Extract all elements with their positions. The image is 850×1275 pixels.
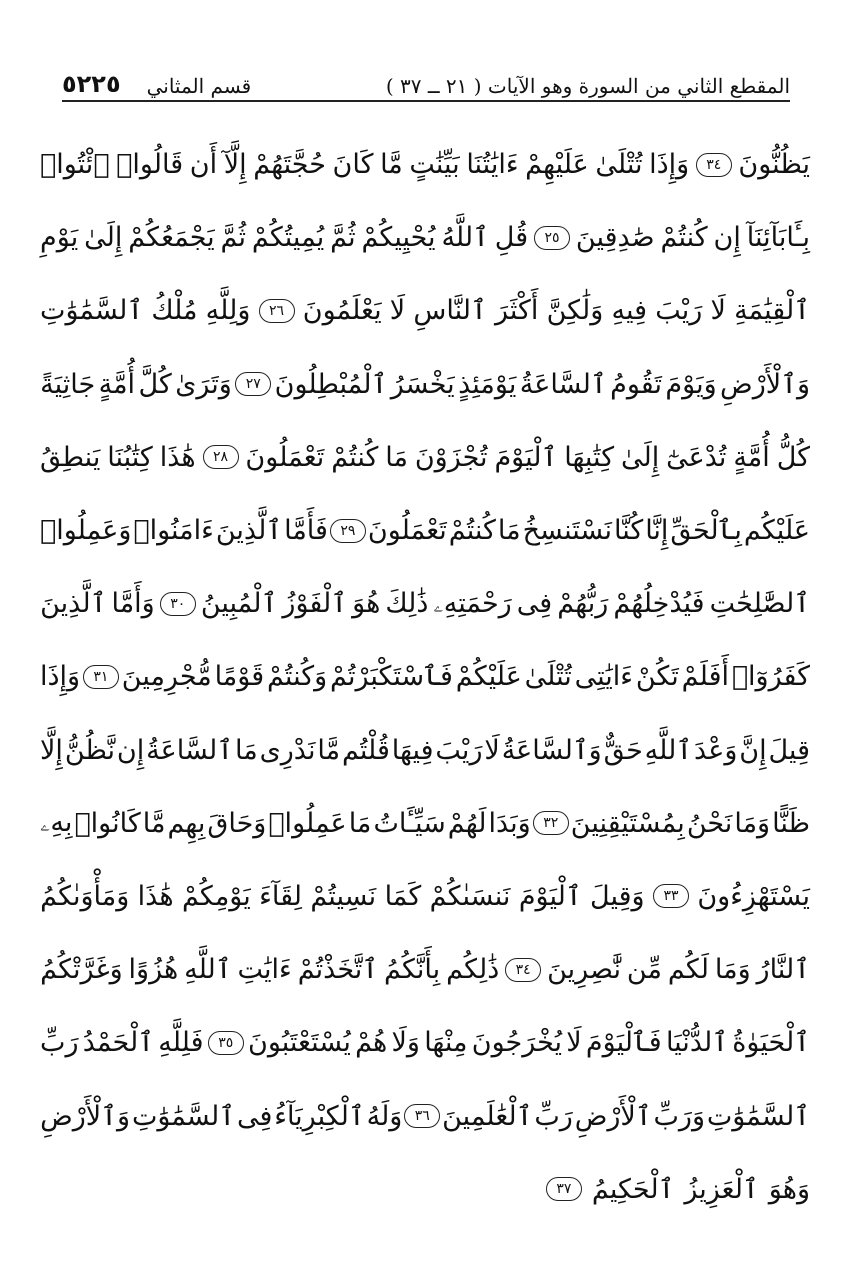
- verse-word: إِلَّا: [40, 734, 63, 766]
- verse-word: كُنتُمْ: [660, 222, 708, 254]
- verse-word: أُمَّةٍ: [98, 368, 136, 400]
- verse-word: ٱلْقِيَٰمَةِ: [734, 295, 810, 327]
- verse-word: عَلَيْكُمْ: [455, 661, 522, 693]
- verse-word: قَوْمًا: [214, 661, 265, 693]
- verse-word: قَالُوا۟: [116, 149, 184, 181]
- verse-word: أُمَّةٍ: [733, 441, 770, 473]
- verse-number-marker: ٣٦: [404, 1104, 440, 1128]
- verse-word: يَوْمِكُمْ: [181, 880, 251, 912]
- verse-word: بِهِم: [167, 807, 206, 839]
- verse-word: أَفَلَمْ: [681, 661, 729, 693]
- text-line: [40, 348, 810, 421]
- verse-word: وَقِيلَ: [590, 880, 645, 912]
- verse-word: تَعْمَلُونَ: [245, 441, 325, 473]
- verse-number-marker: ٢٩: [330, 519, 366, 543]
- verse-word: وَمَا: [734, 807, 771, 839]
- verse-word: هُمْ: [355, 1027, 388, 1059]
- verse-word: سَيِّـَٔاتُ: [373, 807, 446, 839]
- verse-number-marker: ٣٤: [696, 153, 732, 177]
- verse-word: ٱئْتُوا۟: [40, 149, 110, 181]
- text-line: [40, 274, 810, 347]
- verse-word: وَأَمَّا: [111, 588, 155, 620]
- verse-word: لَا: [484, 734, 500, 766]
- verse-word: كَانُوا۟: [74, 807, 141, 839]
- verse-word: رَبِّ: [40, 1027, 79, 1059]
- verse-word: بِمُسْتَيْقِنِينَ: [570, 807, 685, 839]
- verse-word: يَوْمَئِذٍ: [458, 368, 517, 400]
- verse-word: لَكُم: [667, 954, 709, 986]
- verse-word: وَلَا: [391, 1027, 420, 1059]
- verse-word: رَبِّ: [534, 1100, 573, 1132]
- verse-word: ثُمَّ: [220, 222, 247, 254]
- verse-word: وَرَبِّ: [653, 1100, 705, 1132]
- verse-word: كَمَا: [384, 880, 422, 912]
- verse-word: رَبُّهُمْ: [557, 588, 609, 620]
- page-header: [62, 50, 790, 98]
- verse-word: ٱلْحَكِيمُ: [591, 1173, 675, 1205]
- verse-word: يَخْسَرُ: [390, 368, 455, 400]
- verse-word: ٱلصَّٰلِحَٰتِ: [709, 588, 810, 620]
- verse-number-marker: ٢٧: [235, 372, 271, 396]
- verse-word: رَيْبَ: [435, 734, 483, 766]
- verse-word: يَظُنُّونَ: [738, 149, 810, 181]
- verse-word: ٱلنَّارُ: [756, 954, 810, 986]
- verse-word: إِلَىٰ: [84, 222, 123, 254]
- verse-word: إِلَّآ: [223, 149, 247, 181]
- verse-word: نَحْنُ: [686, 807, 733, 839]
- verse-word: تُجْزَوْنَ: [414, 441, 488, 473]
- verse-word: وَٱلْأَرْضِ: [40, 1100, 131, 1132]
- verse-word: جَاثِيَةً: [40, 368, 96, 400]
- verse-word: ءَايَٰتُنَا: [466, 149, 519, 181]
- verse-word: ٱلسَّمَٰوَٰتِ: [40, 295, 144, 327]
- verse-word: ٱللَّهِ: [644, 734, 693, 766]
- verse-word: قُلِ: [494, 222, 529, 254]
- verse-word: لَا: [389, 295, 406, 327]
- verse-word: حَقٌّ: [603, 734, 643, 766]
- verse-word: وَمَأْوَىٰكُمُ: [40, 880, 130, 912]
- verse-number-marker: ٣٠: [160, 592, 196, 616]
- verse-word: ٱلْحَيَوٰةُ: [732, 1027, 810, 1059]
- verse-word: نَّٰصِرِينَ: [547, 954, 621, 986]
- verse-word: وَتَرَىٰ: [175, 368, 232, 400]
- verse-word: ٱلْأَرْضِ: [574, 1100, 652, 1132]
- header-left-group: [62, 70, 251, 98]
- verse-word: ٱلْمُبْطِلُونَ: [274, 368, 388, 400]
- verse-word: كَانَ: [332, 149, 374, 181]
- verse-word: عَمِلُوا۟: [268, 807, 347, 839]
- text-line: [40, 1153, 810, 1226]
- verse-word: إِنَّ: [739, 734, 767, 766]
- verse-word: إِنَّا: [645, 515, 669, 547]
- verse-word: قُلْتُم: [341, 734, 390, 766]
- verse-word: يُخْرَجُونَ: [471, 1027, 563, 1059]
- verse-word: صَٰدِقِينَ: [575, 222, 655, 254]
- verse-word: إِن: [713, 222, 741, 254]
- verse-word: وَعَمِلُوا۟: [40, 515, 132, 547]
- text-line: [40, 860, 810, 933]
- verse-word: ءَامَنُوا۟: [133, 515, 214, 547]
- page-number: ٥٢٢٥: [62, 70, 121, 98]
- verse-word: مِّن: [626, 954, 662, 986]
- verse-word: وَغَرَّتْكُمُ: [40, 954, 123, 986]
- verse-word: كُلَّ: [138, 368, 172, 400]
- verse-word: كُلُّ: [776, 441, 810, 473]
- verse-word: نَدْرِى: [259, 734, 316, 766]
- verse-word: فَلِلَّهِ: [158, 1027, 204, 1059]
- verse-number-marker: ٢٦: [259, 299, 295, 323]
- verse-word: تَعْمَلُونَ: [367, 515, 447, 547]
- verse-word: نَّظُنُّ: [64, 734, 116, 766]
- verse-word: بِٱلْحَقِّ: [670, 515, 742, 547]
- verse-word: بَيِّنَٰتٍ: [409, 149, 460, 181]
- verse-word: تُدْعَىٰٓ: [666, 441, 727, 473]
- verse-word: وَٱلسَّاعَةُ: [501, 734, 602, 766]
- verse-word: رَحْمَتِهِۦ: [433, 587, 512, 619]
- verse-number-marker: ٣٣: [653, 884, 689, 908]
- verse-word: ٱلْيَوْمَ: [494, 441, 558, 473]
- verse-word: ٱلسَّمَٰوَٰتِ: [706, 1100, 810, 1132]
- verse-word: فِى: [516, 588, 553, 620]
- verse-word: ظَنًّا: [772, 807, 810, 839]
- verse-word: فِيهِ: [611, 295, 648, 327]
- text-line: [40, 421, 810, 494]
- verse-word: ٱلسَّاعَةُ: [519, 368, 607, 400]
- verse-word: وَحَاقَ: [207, 807, 267, 839]
- verse-word: ٱلْعَزِيزُ: [684, 1173, 759, 1205]
- verse-word: رَيْبَ: [655, 295, 703, 327]
- verse-word: وَلَهُ: [366, 1100, 403, 1132]
- text-line: [40, 714, 810, 787]
- verse-word: كُنتُمْ: [331, 441, 379, 473]
- verse-word: كُنتُمْ: [448, 515, 496, 547]
- verse-word: أَكْثَرَ: [494, 295, 539, 327]
- verse-word: هَٰذَا: [159, 441, 196, 473]
- verse-word: ءَايَٰتِ: [237, 954, 292, 986]
- verse-word: فَٱسْتَكْبَرْتُمْ: [329, 661, 453, 693]
- verse-word: كِتَٰبُنَا: [107, 441, 153, 473]
- verse-word: يَعْلَمُونَ: [302, 295, 382, 327]
- verse-word: وَلَٰكِنَّ: [546, 295, 604, 327]
- verse-word: بِهِۦ: [40, 807, 73, 839]
- verse-word: وَكُنتُمْ: [266, 661, 328, 693]
- verse-word: فِيهَا: [391, 734, 434, 766]
- verse-word: مُلْكُ: [151, 295, 198, 327]
- verse-word: نَنسَىٰكُمْ: [429, 880, 511, 912]
- verse-word: عَلَيْهِمْ: [525, 149, 589, 181]
- verse-word: مَا: [385, 441, 408, 473]
- verse-word: مَا: [497, 515, 521, 547]
- verse-word: ٱلَّذِينَ: [40, 588, 107, 620]
- verse-word: وَإِذَا: [40, 661, 81, 693]
- verse-word: بِأَنَّكُمُ: [384, 954, 441, 986]
- verse-word: مَّا: [317, 734, 341, 766]
- text-line: [40, 640, 810, 713]
- verse-word: مَا: [235, 734, 258, 766]
- verse-word: لِقَآءَ: [259, 880, 302, 912]
- verse-word: إِلَىٰ: [620, 441, 660, 473]
- text-line: [40, 1006, 810, 1079]
- verse-word: ٱلسَّمَٰوَٰتِ: [131, 1100, 236, 1132]
- verse-number-marker: ٣٥: [208, 1031, 244, 1055]
- verse-word: ٱلَّذِينَ: [215, 515, 283, 547]
- verse-word: أَن: [189, 149, 218, 181]
- verse-word: وَٱلْأَرْضِ: [720, 368, 810, 400]
- verse-word: فِى: [236, 1100, 273, 1132]
- text-line: [40, 128, 810, 201]
- running-title: المقطع الثاني من السورة وهو الآيات ( ٢١ ــ ٣٧ ): [385, 74, 790, 98]
- verse-word: لَهُمْ: [447, 807, 487, 839]
- verse-word: لَا: [566, 1027, 582, 1059]
- verse-word: ٱلسَّاعَةُ: [146, 734, 234, 766]
- text-line: [40, 494, 810, 567]
- verse-word: مَّا: [142, 807, 166, 839]
- verse-word: وَعْدَ: [694, 734, 738, 766]
- verse-number-marker: ٣٢: [533, 811, 569, 835]
- verse-word: يَسْتَهْزِءُونَ: [697, 880, 810, 912]
- verse-word: ٱلدُّنْيَا: [665, 1027, 729, 1059]
- verse-word: تُتْلَىٰ: [524, 661, 572, 693]
- verse-word: ٱلْيَوْمَ: [518, 880, 582, 912]
- verse-word: هَٰذَا: [137, 880, 174, 912]
- verse-word: ءَايَٰتِى: [574, 661, 633, 693]
- verse-word: مُّجْرِمِينَ: [121, 661, 212, 693]
- verse-word: وَإِذَا: [649, 149, 690, 181]
- verse-word: قِيلَ: [768, 734, 810, 766]
- verse-word: حُجَّتَهُمْ: [253, 149, 326, 181]
- text-line: [40, 567, 810, 640]
- verse-word: مِنْهَا: [424, 1027, 468, 1059]
- verse-word: تَكُنْ: [635, 661, 679, 693]
- verse-word: ثُمَّ: [330, 222, 356, 254]
- verse-word: فَٱلْيَوْمَ: [585, 1027, 662, 1059]
- verse-word: تُتْلَىٰ: [595, 149, 643, 181]
- verse-word: ٱلْفَوْزُ: [282, 588, 348, 620]
- verse-word: يُحْيِيكُمْ: [361, 222, 436, 254]
- verse-word: نَسْتَنسِخُ: [522, 515, 612, 547]
- verse-word: ٱلْحَمْدُ: [82, 1027, 155, 1059]
- verse-word: لَا: [710, 295, 726, 327]
- verse-word: وَهُوَ: [768, 1173, 810, 1205]
- verse-word: هُزُوًا: [128, 954, 179, 986]
- verse-word: وَلِلَّهِ: [205, 295, 251, 327]
- verse-word: يُمِيتُكُمْ: [251, 222, 325, 254]
- verse-word: يَوْمِ: [40, 222, 79, 254]
- verse-word: ٱلنَّاسِ: [413, 295, 487, 327]
- text-line: [40, 787, 810, 860]
- quran-text-body: [40, 128, 810, 1226]
- section-name: قسم المثاني: [146, 74, 252, 98]
- verse-word: بِـَٔابَآئِنَآ: [746, 222, 810, 254]
- verse-number-marker: ٢٨: [203, 445, 239, 469]
- verse-word: نَسِيتُمْ: [310, 880, 377, 912]
- verse-word: ٱلْعَٰلَمِينَ: [442, 1100, 533, 1132]
- verse-word: ٱللَّهِ: [184, 954, 232, 986]
- verse-word: ٱلْمُبِينُ: [200, 588, 278, 620]
- verse-word: ٱللَّهُ: [441, 222, 489, 254]
- header-divider: [62, 100, 790, 102]
- verse-word: فَيُدْخِلُهُمْ: [613, 588, 705, 620]
- verse-number-marker: ٣١: [83, 665, 119, 689]
- text-line: [40, 933, 810, 1006]
- verse-word: إِن: [116, 734, 145, 766]
- verse-word: يَنطِقُ: [40, 441, 101, 473]
- verse-word: فَأَمَّا: [284, 515, 328, 547]
- verse-word: يَجْمَعُكُمْ: [128, 222, 215, 254]
- verse-word: مَّا: [380, 149, 403, 181]
- verse-word: ذَٰلِكُم: [446, 954, 500, 986]
- verse-word: وَبَدَا: [488, 807, 531, 839]
- verse-number-marker: ٣٤: [505, 958, 541, 982]
- verse-word: هُوَ: [352, 588, 381, 620]
- verse-word: يُسْتَعْتَبُونَ: [247, 1027, 351, 1059]
- verse-word: مَا: [348, 807, 372, 839]
- text-line: [40, 201, 810, 274]
- verse-word: وَيَوْمَ: [665, 368, 717, 400]
- verse-word: كِتَٰبِهَا: [564, 441, 615, 473]
- verse-word: كُنَّا: [613, 515, 644, 547]
- verse-word: وَمَا: [714, 954, 751, 986]
- text-line: [40, 1079, 810, 1152]
- verse-number-marker: ٢٥: [534, 226, 570, 250]
- verse-word: عَلَيْكُم: [743, 515, 810, 547]
- verse-word: ٱلْكِبْرِيَآءُ: [274, 1100, 365, 1132]
- verse-word: ٱتَّخَذْتُمْ: [297, 954, 379, 986]
- verse-number-marker: ٣٧: [546, 1177, 582, 1201]
- verse-word: تَقُومُ: [610, 368, 662, 400]
- verse-word: ذَٰلِكَ: [385, 588, 429, 620]
- verse-word: كَفَرُوٓا۟: [731, 661, 810, 693]
